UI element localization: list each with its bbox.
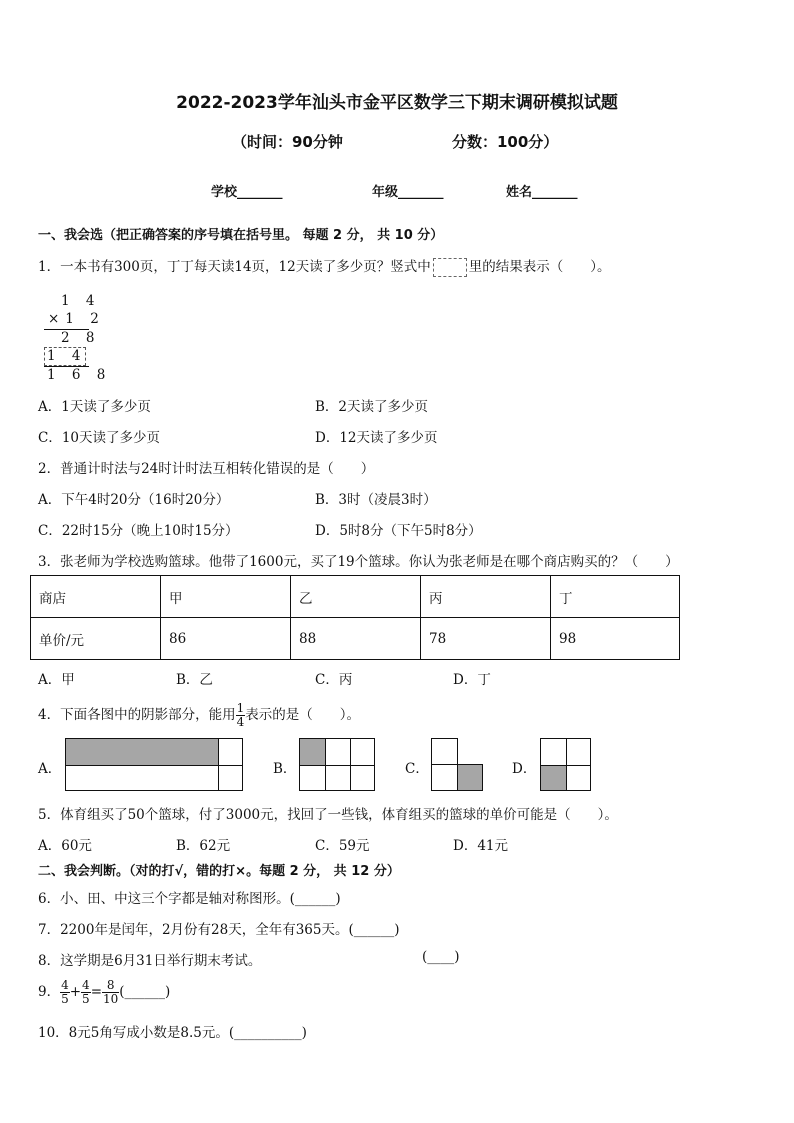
grid-line — [566, 739, 567, 790]
table-cell: 98 — [551, 618, 680, 660]
shaded-region — [457, 764, 483, 791]
q1-option-d[interactable]: D．12天读了多少页 — [315, 430, 438, 446]
table-cell: 86 — [161, 618, 291, 660]
section2-heading: 二、我会判断。（对的打√，错的打×。每题 2 分， 共 12 分） — [38, 864, 400, 879]
q1-text-b: 里的结果表示（ ）。 — [468, 259, 611, 275]
q4-option-b-label[interactable]: B． — [273, 761, 297, 777]
q4-fraction — [236, 702, 246, 729]
q6-text[interactable]: 6．小、田、中这三个字都是轴对称图形。(______) — [38, 891, 341, 907]
table-header-row — [31, 576, 680, 618]
time-info: （时间：90分钟 — [232, 133, 343, 151]
vm-row5: 1 6 8 — [47, 367, 112, 383]
q1-option-a[interactable]: A．1天读了多少页 — [38, 399, 151, 415]
fraction-numerator: 4 — [82, 978, 90, 992]
grid-line — [300, 765, 374, 766]
fraction-denominator: 10 — [103, 992, 119, 1006]
fraction-denominator: 5 — [61, 992, 69, 1006]
price-table — [30, 575, 680, 660]
grid-line — [350, 739, 351, 790]
q9-equals: = — [90, 984, 102, 1000]
q2-option-a[interactable]: A．下午4时20分（16时20分） — [38, 492, 230, 508]
q1-option-b[interactable]: B．2天读了多少页 — [315, 399, 429, 415]
q2-option-b[interactable]: B．3时（凌晨3时） — [315, 492, 437, 508]
q5-text: 5．体育组买了50个篮球，付了3000元，找回了一些钱，体育组买的篮球的单价可能是（ ）。 — [38, 807, 618, 823]
grid-line — [218, 739, 219, 790]
q5-option-b[interactable]: B．62元 — [176, 838, 231, 854]
q5-option-d[interactable]: D．41元 — [453, 838, 509, 854]
table-cell: 丁 — [551, 576, 680, 618]
table-cell: 丙 — [421, 576, 551, 618]
q4-figure-a[interactable] — [65, 738, 243, 791]
q8-text: 8．这学期是6月31日举行期末考试。 — [38, 953, 262, 969]
square-cell — [431, 738, 458, 765]
q5-option-a[interactable]: A．60元 — [38, 838, 92, 854]
grid-line — [325, 739, 326, 790]
table-cell: 乙 — [291, 576, 421, 618]
q9-fraction-2 — [81, 979, 91, 1006]
q10-text[interactable]: 10．8元5角写成小数是8.5元。(__________) — [38, 1025, 307, 1041]
q9-fraction-3 — [102, 979, 119, 1006]
q1-option-c[interactable]: C．10天读了多少页 — [38, 430, 161, 446]
q2-option-c[interactable]: C．22时15分（晚上10时15分） — [38, 523, 239, 539]
fraction-denominator: 4 — [236, 715, 245, 729]
q4-text-a: 4．下面各图中的阴影部分，能用 — [38, 707, 236, 723]
table-cell: 商店 — [31, 576, 161, 618]
shaded-region — [541, 765, 566, 790]
q9-plus: + — [69, 984, 82, 1000]
section1-heading: 一、我会选（把正确答案的序号填在括号里。 每题 2 分， 共 10 分） — [38, 228, 444, 243]
q4-text-b: 表示的是（ ）。 — [245, 707, 360, 723]
table-row — [31, 618, 680, 660]
fraction-numerator: 1 — [236, 701, 245, 715]
table-cell: 88 — [291, 618, 421, 660]
fraction-denominator: 5 — [82, 992, 90, 1006]
name-field: 姓名_______ — [506, 185, 578, 200]
page-title: 2022-2023学年汕头市金平区数学三下期末调研模拟试题 — [176, 93, 618, 113]
vm-row3: 2 8 — [61, 330, 101, 346]
fraction-numerator: 4 — [61, 978, 69, 992]
score-info: 分数：100分） — [452, 133, 559, 151]
table-cell: 单价/元 — [31, 618, 161, 660]
q3-option-c[interactable]: C．丙 — [315, 672, 353, 688]
dashed-box-icon — [433, 258, 467, 277]
shaded-region — [66, 739, 218, 765]
vm-row2: ×1 2 — [48, 311, 105, 327]
q2-option-d[interactable]: D．5时8分（下午5时8分） — [315, 523, 482, 539]
q7-text[interactable]: 7．2200年是闰年，2月份有28天，全年有365天。(______) — [38, 922, 400, 938]
q8-answer-blank[interactable]: (____) — [422, 949, 460, 965]
q4-text — [38, 702, 360, 729]
school-field: 学校_______ — [211, 185, 283, 200]
q9-fraction-1 — [60, 979, 70, 1006]
q1-text-a: 1．一本书有300页，丁丁每天读14页，12天读了多少页？竖式中 — [38, 259, 431, 275]
q4-figure-c[interactable] — [431, 738, 483, 791]
shaded-region — [300, 739, 325, 765]
q3-option-b[interactable]: B．乙 — [176, 672, 213, 688]
q3-option-a[interactable]: A．甲 — [38, 672, 75, 688]
square-cell — [431, 764, 458, 791]
grid-line — [66, 765, 242, 766]
q4-option-a-label[interactable]: A． — [38, 761, 62, 777]
table-cell: 78 — [421, 618, 551, 660]
q9-answer-blank[interactable]: (______) — [119, 984, 171, 1000]
q9-prefix: 9． — [38, 984, 61, 1000]
table-cell: 甲 — [161, 576, 291, 618]
q3-option-d[interactable]: D．丁 — [453, 672, 491, 688]
vm-row4: 1 4 — [47, 348, 87, 364]
q4-figure-d[interactable] — [540, 738, 591, 791]
q1-text — [38, 255, 610, 277]
q2-text: 2．普通计时法与24时计时法互相转化错误的是（ ） — [38, 461, 375, 477]
q9-text — [38, 979, 170, 1006]
q4-option-c-label[interactable]: C． — [405, 761, 429, 777]
fraction-numerator: 8 — [102, 979, 119, 993]
vm-row1: 1 4 — [61, 293, 101, 309]
q4-option-d-label[interactable]: D． — [512, 761, 537, 777]
q4-figure-b[interactable] — [299, 738, 375, 791]
q3-text: 3．张老师为学校选购篮球。他带了1600元，买了19个篮球。你认为张老师是在哪个商店购买的？（ ） — [38, 554, 679, 570]
grade-field: 年级_______ — [372, 185, 444, 200]
q5-option-c[interactable]: C．59元 — [315, 838, 370, 854]
